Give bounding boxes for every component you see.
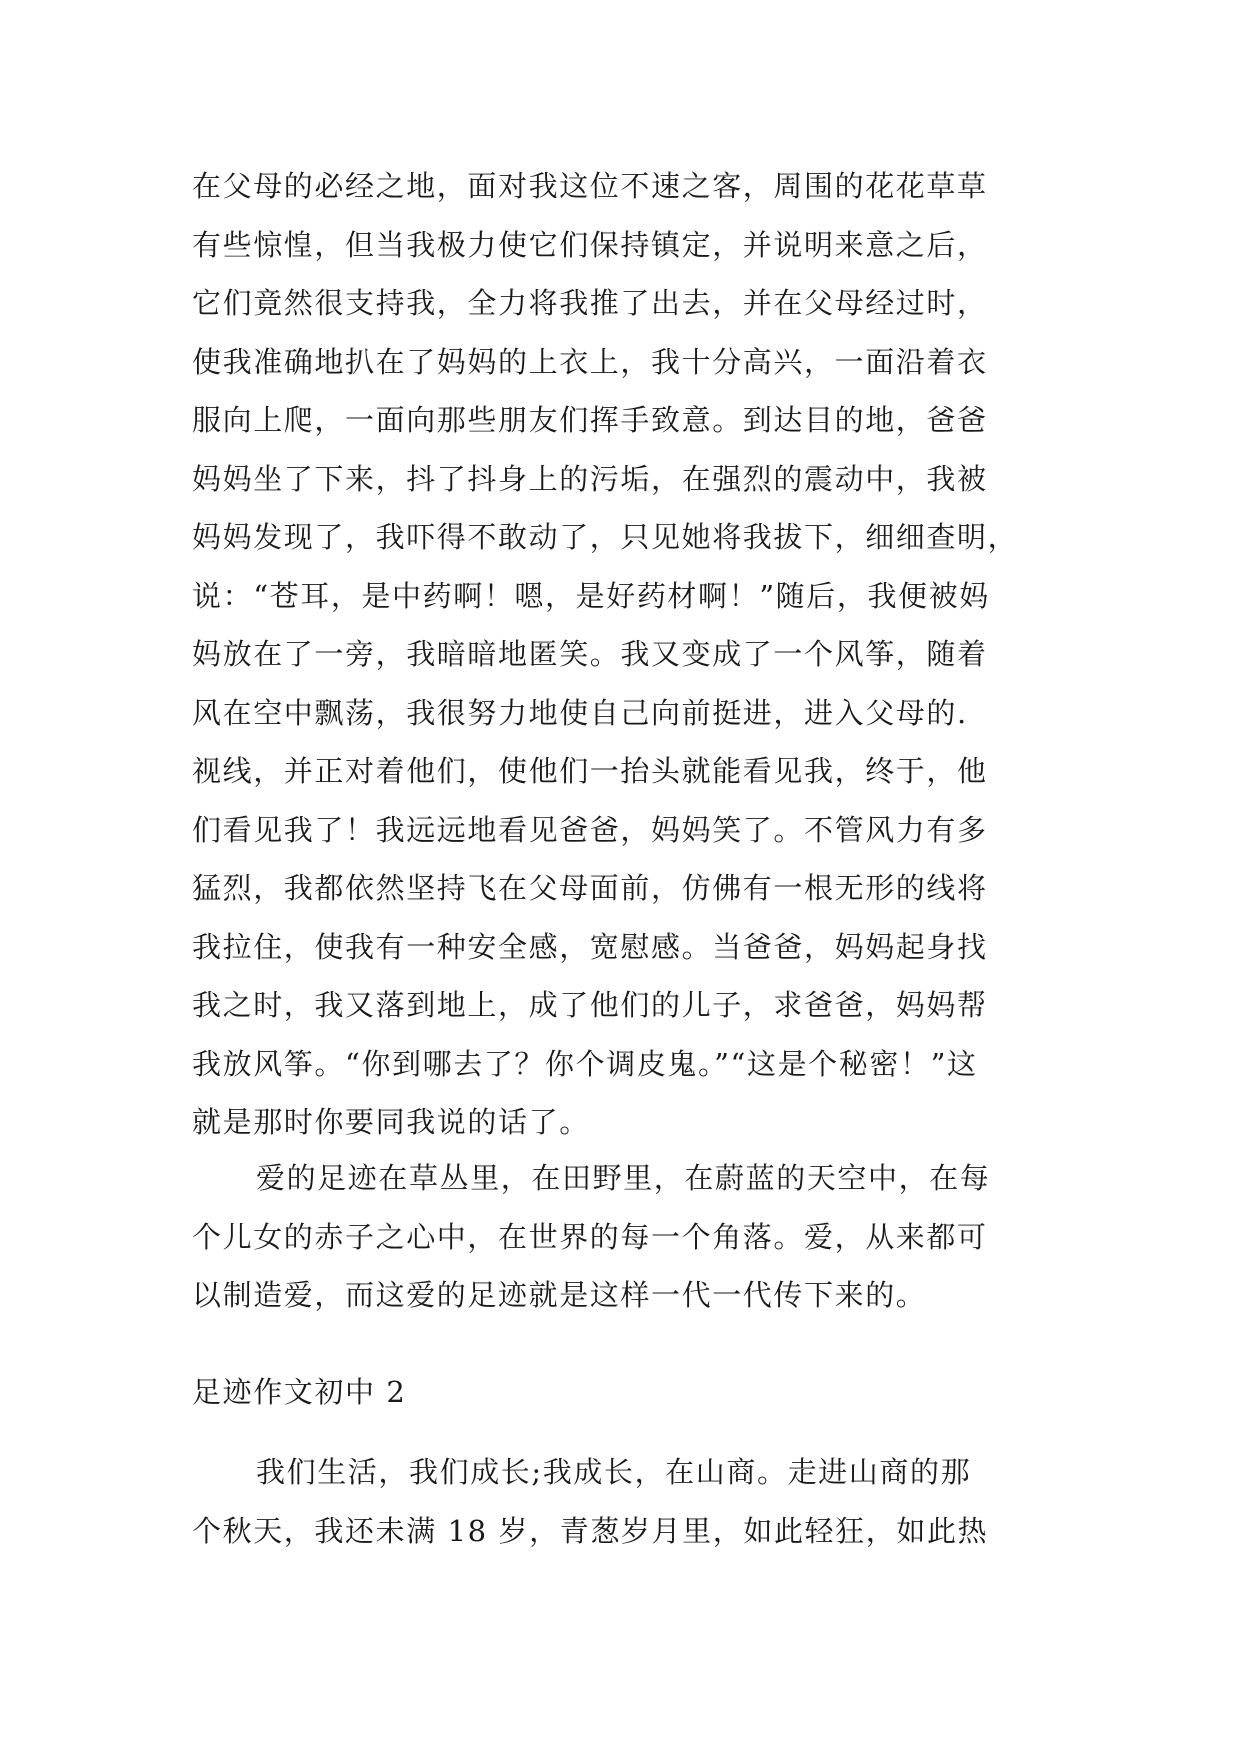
text-line: 风在空中飘荡，我很努力地使自己向前挺进，进入父母的. <box>192 695 968 730</box>
text-line: 妈妈坐了下来，抖了抖身上的污垢，在强烈的震动中，我被 <box>192 461 988 496</box>
text-line: 就是那时你要同我说的话了。 <box>192 1105 590 1139</box>
text-line: 服向上爬，一面向那些朋友们挥手致意。到达目的地，爸爸 <box>192 403 988 437</box>
text-line: 我之时，我又落到地上，成了他们的儿子，求爸爸，妈妈帮 <box>192 988 988 1022</box>
text-line: 个儿女的赤子之心中，在世界的每一个角落。爱，从来都可 <box>192 1219 988 1254</box>
text-line: 我拉住，使我有一种安全感，宽慰感。当爸爸，妈妈起身找 <box>192 929 988 964</box>
text-line: 使我准确地扒在了妈妈的上衣上，我十分高兴，一面沿着衣 <box>192 344 988 379</box>
text-line: 妈放在了一旁，我暗暗地匿笑。我又变成了一个风筝，随着 <box>192 637 988 671</box>
closing-paragraph <box>192 1149 1062 1325</box>
text-line: 它们竟然很支持我，全力将我推了出去，并在父母经过时， <box>192 286 988 320</box>
text-line: 我放风筝。“你到哪去了？你个调皮鬼。”“这是个秘密！”这 <box>192 1046 978 1081</box>
text-line: 在父母的必经之地，面对我这位不速之客，周围的花花草草 <box>192 169 988 203</box>
text-line: 猛烈，我都依然坚持飞在父母面前，仿佛有一根无形的线将 <box>192 871 988 905</box>
text-line: 视线，并正对着他们，使他们一抬头就能看见我，终于，他 <box>192 754 988 788</box>
story-paragraph <box>192 157 1062 1152</box>
text-line: 们看见我了！我远远地看见爸爸，妈妈笑了。不管风力有多 <box>192 812 988 847</box>
text-line: 有些惊惶，但当我极力使它们保持镇定，并说明来意之后， <box>192 227 988 262</box>
text-line: 我们生活，我们成长;我成长，在山商。走进山商的那 <box>256 1455 972 1489</box>
text-line: 以制造爱，而这爱的足迹就是这样一代一代传下来的。 <box>192 1278 927 1312</box>
text-line: 个秋天，我还未满 18 岁，青葱岁月里，如此轻狂，如此热 <box>192 1513 989 1548</box>
text-line: 妈妈发现了，我吓得不敢动了，只见她将我拔下，细细查明， <box>192 520 1019 554</box>
text-line: 爱的足迹在草丛里，在田野里，在蔚蓝的天空中，在每 <box>256 1161 991 1195</box>
text-line: 说：“苍耳，是中药啊！嗯，是好药材啊！”随后，我便被妈 <box>192 578 990 613</box>
section-heading: 足迹作文初中 2 <box>192 1375 407 1409</box>
new-essay-paragraph <box>192 1443 1062 1560</box>
